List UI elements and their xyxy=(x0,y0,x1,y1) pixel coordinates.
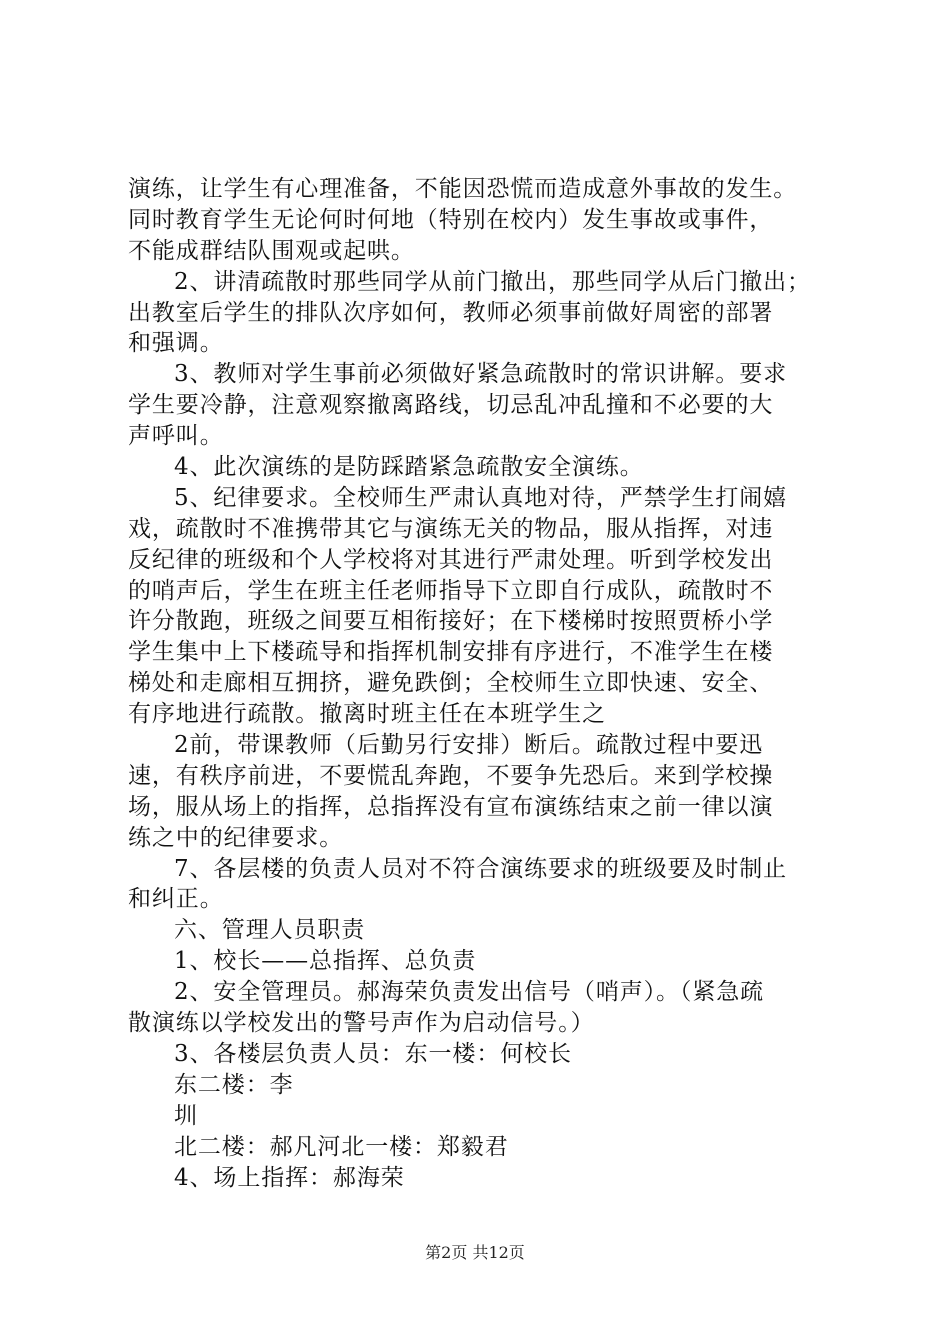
text-line: 出教室后学生的排队次序如何，教师必须事前做好周密的部署 xyxy=(128,299,774,326)
document-body xyxy=(128,174,848,1193)
text-line: 3、教师对学生事前必须做好紧急疏散时的常识讲解。要求 xyxy=(174,361,788,388)
text-line: 不能成群结队围观或起哄。 xyxy=(128,237,415,264)
text-line: 2前，带课教师（后勤另行安排）断后。疏散过程中要迅 xyxy=(174,732,764,759)
text-line: 4、场上指挥：郝海荣 xyxy=(174,1164,405,1191)
text-line: 2、安全管理员。郝海荣负责发出信号（哨声）。（紧急疏 xyxy=(174,979,765,1006)
text-line: 学生要冷静，注意观察撤离路线，切忌乱冲乱撞和不必要的大 xyxy=(128,392,774,419)
text-line: 2、讲清疏散时那些同学从前门撤出，那些同学从后门撤出； xyxy=(174,268,811,295)
text-line: 六、管理人员职责 xyxy=(174,917,366,944)
text-line: 戏，疏散时不准携带其它与演练无关的物品，服从指挥，对违 xyxy=(128,515,774,542)
text-line: 1、校长——总指挥、总负责 xyxy=(174,948,477,975)
text-line: 东二楼：李 xyxy=(174,1071,294,1098)
text-line: 北二楼：郝凡河北一楼：郑毅君 xyxy=(174,1133,509,1160)
text-line: 散演练以学校发出的警号声作为启动信号。） xyxy=(128,1010,595,1037)
text-line: 有序地进行疏散。撤离时班主任在本班学生之 xyxy=(128,701,606,728)
text-line: 4、此次演练的是防踩踏紧急疏散安全演练。 xyxy=(174,454,644,481)
text-line: 速，有秩序前进，不要慌乱奔跑，不要争先恐后。来到学校操 xyxy=(128,762,774,789)
text-line: 7、各层楼的负责人员对不符合演练要求的班级要及时制止 xyxy=(174,855,788,882)
text-line: 学生集中上下楼疏导和指挥机制安排有序进行，不准学生在楼 xyxy=(128,639,774,666)
text-line: 和强调。 xyxy=(128,330,224,357)
text-line: 练之中的纪律要求。 xyxy=(128,824,344,851)
text-line: 场，服从场上的指挥，总指挥没有宣布演练结束之前一律以演 xyxy=(128,793,774,820)
page-footer: 第2页 共12页 xyxy=(425,1243,525,1262)
text-line: 反纪律的班级和个人学校将对其进行严肃处理。听到学校发出 xyxy=(128,546,774,573)
text-line: 圳 xyxy=(174,1102,198,1129)
text-line: 同时教育学生无论何时何地（特别在校内）发生事故或事件， xyxy=(128,206,774,233)
text-line: 3、各楼层负责人员：东一楼：何校长 xyxy=(174,1040,572,1067)
text-line: 声呼叫。 xyxy=(128,423,224,450)
text-line: 5、纪律要求。全校师生严肃认真地对待，严禁学生打闹嬉 xyxy=(174,484,788,511)
text-line: 和纠正。 xyxy=(128,886,224,913)
text-line: 的哨声后，学生在班主任老师指导下立即自行成队，疏散时不 xyxy=(128,577,774,604)
text-line: 许分散跑，班级之间要互相衔接好；在下楼梯时按照贾桥小学 xyxy=(128,608,774,635)
text-line: 梯处和走廊相互拥挤，避免跌倒；全校师生立即快速、安全、 xyxy=(128,670,774,697)
text-line: 演练，让学生有心理准备，不能因恐慌而造成意外事故的发生。 xyxy=(128,176,798,202)
